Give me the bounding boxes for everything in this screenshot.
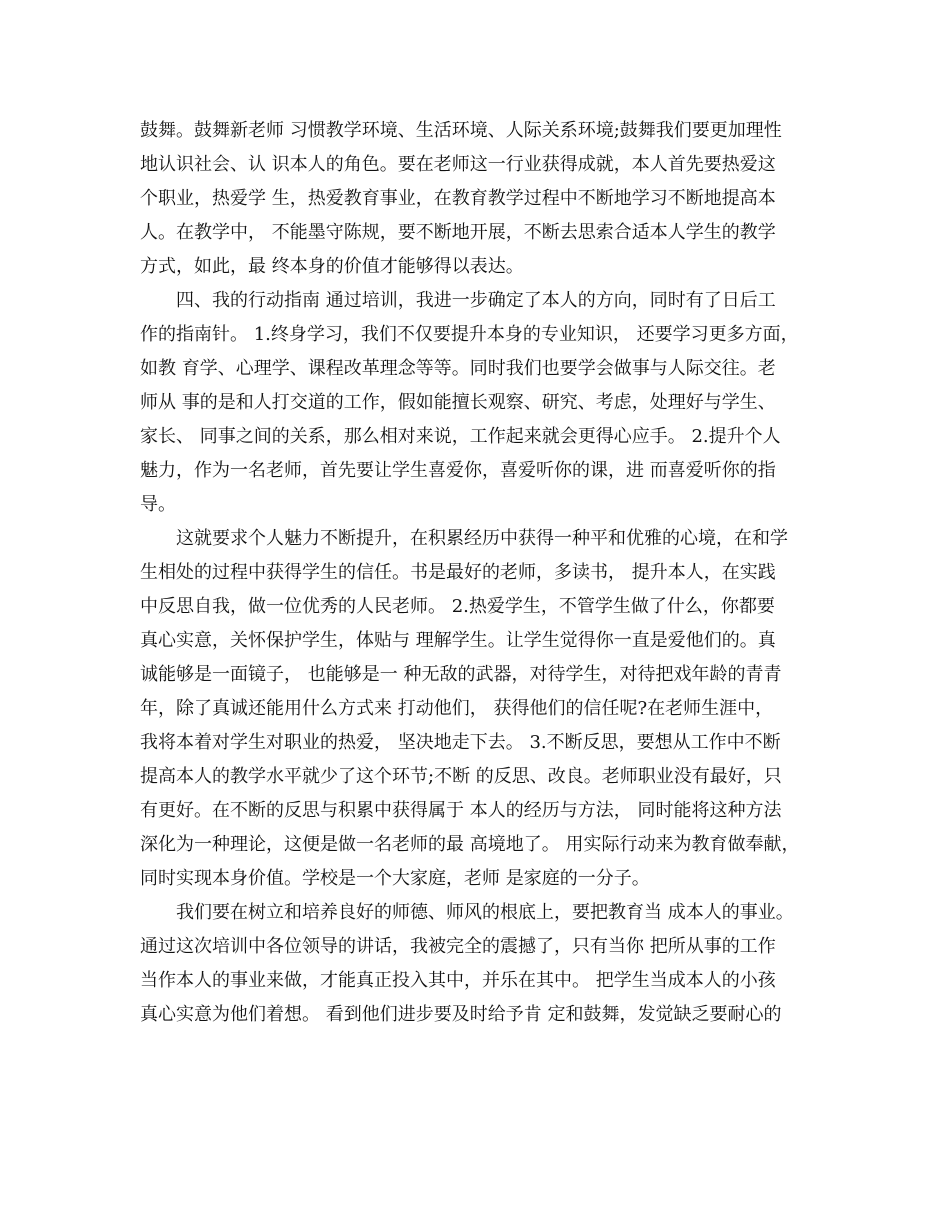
- document-text-block: [140, 114, 830, 1032]
- text-line: 年，除了真诚还能用什么方式来 打动他们， 获得他们的信任呢?在老师生涯中，: [140, 698, 774, 719]
- text-line: 我将本着对学生对职业的热爱， 坚决地走下去。 3.不断反思，要想从工作中不断: [140, 732, 781, 753]
- text-line: 个职业，热爱学 生，热爱教育事业，在教育教学过程中不断地学习不断地提高本: [140, 188, 776, 209]
- text-line: 我们要在树立和培养良好的师德、师风的根底上，要把教育当 成本人的事业。: [176, 902, 794, 923]
- text-line: 同时实现本身价值。学校是一个大家庭，老师 是家庭的一分子。: [140, 868, 650, 889]
- text-line: 生相处的过程中获得学生的信任。书是最好的老师，多读书， 提升本人，在实践: [140, 562, 776, 583]
- text-line: 家长、 同事之间的关系，那么相对来说，工作起来就会更得心应手。 2.提升个人: [140, 426, 781, 447]
- text-line: 中反思自我，做一位优秀的人民老师。 2.热爱学生，不管学生做了什么，你都要: [140, 596, 775, 617]
- text-line: 人。在教学中， 不能墨守陈规，要不断地开展，不断去思索合适本人学生的教学: [140, 222, 776, 243]
- text-line: 提高本人的教学水平就少了这个环节;不断 的反思、改良。老师职业没有最好，只: [140, 766, 782, 787]
- text-line: 真心实意，关怀保护学生，体贴与 理解学生。让学生觉得你一直是爱他们的。真: [140, 630, 776, 651]
- text-line: 通过这次培训中各位领导的讲话，我被完全的震撼了，只有当你 把所从事的工作: [140, 936, 776, 957]
- text-line: 有更好。在不断的反思与积累中获得属于 本人的经历与方法， 同时能将这种方法: [140, 800, 782, 821]
- text-line: 真心实意为他们着想。 看到他们进步要及时给予肯 定和鼓舞，发觉缺乏要耐心的: [140, 1004, 782, 1025]
- text-line: 方式，如此，最 终本身的价值才能够得以表达。: [140, 256, 524, 277]
- text-line: 魅力，作为一名老师，首先要让学生喜爱你，喜爱听你的课，进 而喜爱听你的指: [140, 460, 776, 481]
- text-line: 地认识社会、认 识本人的角色。要在老师这一行业获得成就，本人首先要热爱这: [140, 154, 776, 175]
- text-line: 作的指南针。 1.终身学习，我们不仅要提升本身的专业知识， 还要学习更多方面，: [140, 324, 799, 345]
- text-line: 师从 事的是和人打交道的工作，假如能擅长观察、研究、考虑，处理好与学生、: [140, 392, 776, 413]
- text-line: 导。: [140, 494, 176, 515]
- text-line: 四、我的行动指南 通过培训，我进一步确定了本人的方向，同时有了日后工: [176, 290, 776, 311]
- text-line: 如教 育学、心理学、课程改革理念等等。同时我们也要学会做事与人际交往。老: [140, 358, 776, 379]
- text-line: 诚能够是一面镜子， 也能够是一 种无敌的武器，对待学生，对待把戏年龄的青青: [140, 664, 782, 685]
- text-line: 当作本人的事业来做，才能真正投入其中，并乐在其中。 把学生当成本人的小孩: [140, 970, 776, 991]
- text-line: 鼓舞。鼓舞新老师 习惯教学环境、生活环境、人际关系环境;鼓舞我们要更加理性: [140, 120, 782, 141]
- text-line: 这就要求个人魅力不断提升，在积累经历中获得一种平和优雅的心境，在和学: [176, 528, 788, 549]
- text-line: 深化为一种理论，这便是做一名老师的最 高境地了。 用实际行动来为教育做奉献，: [140, 834, 800, 855]
